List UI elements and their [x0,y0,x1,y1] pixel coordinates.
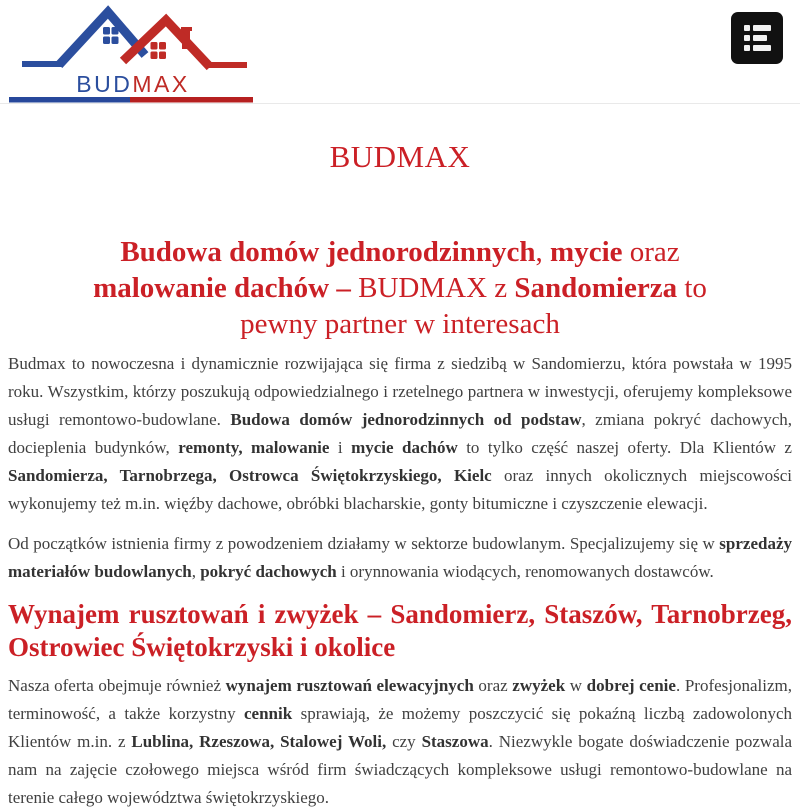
rental-paragraph: Nasza oferta obejmuje również wynajem rusztowań elewacyjnych oraz zwyżek w dobrej cenie. Profesjonalizm, terminowość, a także korzystny cennik sprawiają, że możemy poszczycić się pokaźną liczbą zadowolonych Klientów m.in. z Lublina, Rzeszowa, Stalowej Woli, czy Staszowa. Niezwykle bogate doświadczenie pozwala nam na zajęcie czołowego miejsca wśród firm świadczących kompleksowe usługi remontowo-budowlane na terenie całego województwa świętokrzyskiego. [8,676,793,807]
history-paragraph: Od początków istnienia firmy z powodzeniem działamy w sektorze budowlanym. Specjalizujemy się w sprzedaży materiałów budowlanych, pokryć dachowych i orynnowania wiodących, renomowanych dostawców. [8,534,792,581]
list-menu-icon [740,21,774,55]
main-headline: Budowa domów jednorodzinnych, mycie oraz malowanie dachów – BUDMAX z Sandomierza to pewny partner w interesach [93,236,707,340]
budmax-logo[interactable] [9,5,254,103]
logo-wordmark: BUDMAX [76,71,190,97]
blue-window-icon [103,27,119,44]
red-window-icon [151,42,167,59]
logo-underline-bar [9,97,253,103]
page-title: BUDMAX [329,139,471,174]
page-content [0,140,800,812]
logo-graphic [9,5,254,103]
menu-button[interactable] [731,12,783,64]
site-header [0,0,800,104]
intro-paragraph: Budmax to nowoczesna i dynamicznie rozwijająca się firma z siedzibą w Sandomierzu, która powstała w 1995 roku. Wszystkim, którzy poszukują odpowiedzialnego i rzetelnego partnera w inwestycji, oferujemy kompleksowe usługi remontowo-budowlane. Budowa domów jednorodzinnych od podstaw, zmiana pokryć dachowych, docieplenia budynków, remonty, malowanie i mycie dachów to tylko część naszej oferty. Dla Klientów z Sandomierza, Tarnobrzega, Ostrowca Świętokrzyskiego, Kielc oraz innych okolicznych miejscowości wykonujemy też m.in. więźby dachowe, obróbki blacharskie, gonty bitumiczne i czyszczenie elewacji. [8,354,793,513]
section-heading-rental: Wynajem rusztowań i zwyżek – Sandomierz, Staszów, Tarnobrzeg, Ostrowiec Świętokrzyski i okolice [8,599,792,662]
red-house-icon [123,20,247,68]
